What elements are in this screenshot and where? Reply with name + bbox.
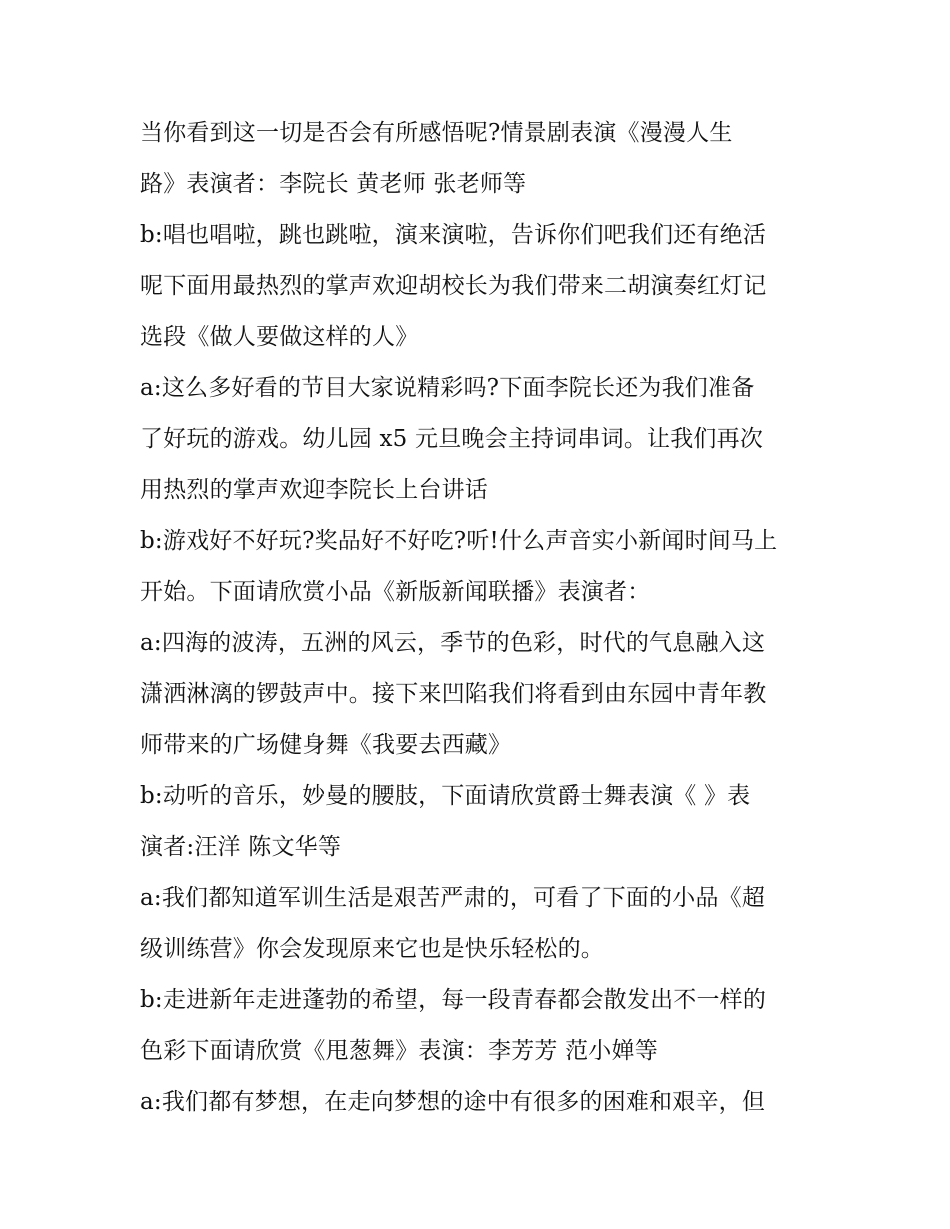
text-line: a:我们都知道军训生活是艰苦严肃的，可看了下面的小品《超 (140, 885, 766, 911)
text-line: 师带来的广场健身舞《我要去西藏》 (140, 732, 512, 758)
text-line: 色彩下面请欣赏《甩葱舞》表演：李芳芳 范小婵等 (140, 1038, 658, 1064)
text-line: b:唱也唱啦，跳也跳啦，演来演啦，告诉你们吧我们还有绝活 (140, 222, 767, 248)
text-line: 开始。下面请欣赏小品《新版新闻联播》表演者： (140, 579, 651, 605)
text-line: b:动听的音乐，妙曼的腰肢，下面请欣赏爵士舞表演《 》表 (140, 783, 751, 809)
text-line: a:这么多好看的节目大家说精彩吗?下面李院长还为我们准备 (140, 375, 755, 401)
text-line: 当你看到这一切是否会有所感悟呢?情景剧表演《漫漫人生 (140, 120, 733, 146)
text-line: b:走进新年走进蓬勃的希望，每一段青春都会散发出不一样的 (140, 987, 767, 1013)
text-line: 路》表演者：李院长 黄老师 张老师等 (140, 171, 527, 197)
document-body (140, 108, 830, 1128)
text-line: 用热烈的掌声欢迎李院长上台讲话 (140, 477, 488, 503)
text-line: 潇洒淋漓的锣鼓声中。接下来凹陷我们将看到由东园中青年教 (140, 681, 767, 707)
text-line: 选段《做人要做这样的人》 (140, 324, 419, 350)
text-line: b:游戏好不好玩?奖品好不好吃?听!什么声音实小新闻时间马上 (140, 528, 778, 554)
text-line: a:四海的波涛，五洲的风云，季节的色彩，时代的气息融入这 (140, 630, 766, 656)
text-line: 级训练营》你会发现原来它也是快乐轻松的。 (140, 936, 604, 962)
text-line: a:我们都有梦想，在走向梦想的途中有很多的困难和艰辛，但 (140, 1089, 766, 1115)
text-line: 了好玩的游戏。幼儿园 x5 元旦晚会主持词串词。让我们再次 (140, 426, 764, 452)
text-line: 呢下面用最热烈的掌声欢迎胡校长为我们带来二胡演奏红灯记 (140, 273, 767, 299)
text-line: 演者:汪洋 陈文华等 (140, 834, 342, 860)
